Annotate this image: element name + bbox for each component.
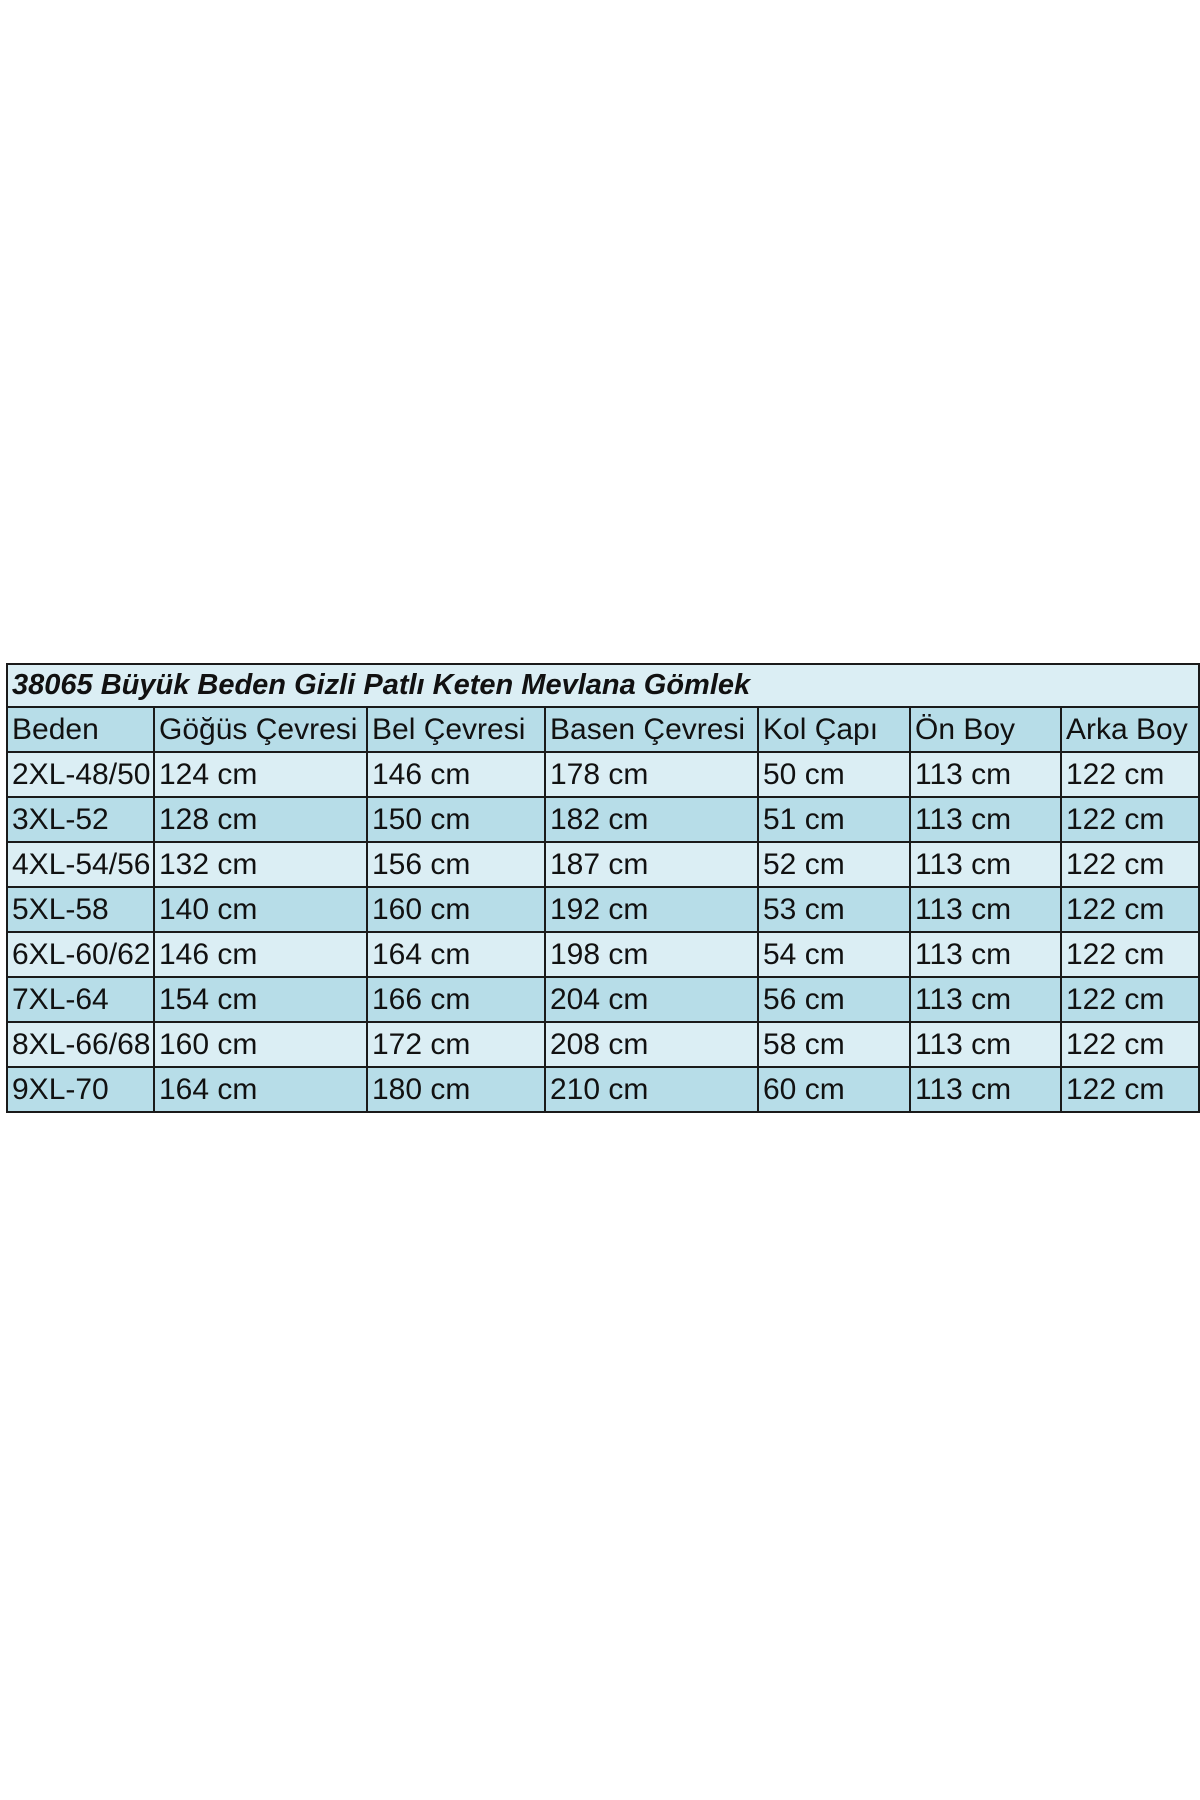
- cell-waist: 150 cm: [367, 797, 545, 842]
- table-row: [7, 797, 1199, 842]
- cell-back-length: 122 cm: [1061, 977, 1199, 1022]
- cell-front-length: 113 cm: [910, 932, 1061, 977]
- cell-hip: 204 cm: [545, 977, 758, 1022]
- header-gogus-cevresi: Göğüs Çevresi: [154, 707, 367, 752]
- table-row: [7, 887, 1199, 932]
- cell-size: 6XL-60/62: [7, 932, 154, 977]
- cell-back-length: 122 cm: [1061, 842, 1199, 887]
- table-row: [7, 932, 1199, 977]
- cell-waist: 146 cm: [367, 752, 545, 797]
- cell-back-length: 122 cm: [1061, 887, 1199, 932]
- cell-hip: 198 cm: [545, 932, 758, 977]
- cell-sleeve: 50 cm: [758, 752, 910, 797]
- cell-hip: 192 cm: [545, 887, 758, 932]
- header-on-boy: Ön Boy: [910, 707, 1061, 752]
- cell-size: 8XL-66/68: [7, 1022, 154, 1067]
- cell-front-length: 113 cm: [910, 1022, 1061, 1067]
- cell-size: 4XL-54/56: [7, 842, 154, 887]
- size-table: [6, 663, 1200, 1113]
- table-row: [7, 752, 1199, 797]
- header-bel-cevresi: Bel Çevresi: [367, 707, 545, 752]
- cell-chest: 128 cm: [154, 797, 367, 842]
- cell-hip: 178 cm: [545, 752, 758, 797]
- cell-front-length: 113 cm: [910, 887, 1061, 932]
- cell-back-length: 122 cm: [1061, 1067, 1199, 1112]
- table-title: 38065 Büyük Beden Gizli Patlı Keten Mevlana Gömlek: [7, 664, 1199, 707]
- cell-front-length: 113 cm: [910, 977, 1061, 1022]
- cell-sleeve: 52 cm: [758, 842, 910, 887]
- size-chart: [6, 663, 1198, 1113]
- cell-chest: 132 cm: [154, 842, 367, 887]
- cell-hip: 208 cm: [545, 1022, 758, 1067]
- cell-hip: 187 cm: [545, 842, 758, 887]
- cell-back-length: 122 cm: [1061, 752, 1199, 797]
- cell-back-length: 122 cm: [1061, 1022, 1199, 1067]
- cell-size: 7XL-64: [7, 977, 154, 1022]
- cell-size: 2XL-48/50: [7, 752, 154, 797]
- cell-waist: 180 cm: [367, 1067, 545, 1112]
- cell-sleeve: 60 cm: [758, 1067, 910, 1112]
- header-basen-cevresi: Basen Çevresi: [545, 707, 758, 752]
- cell-front-length: 113 cm: [910, 752, 1061, 797]
- cell-sleeve: 51 cm: [758, 797, 910, 842]
- cell-size: 5XL-58: [7, 887, 154, 932]
- cell-back-length: 122 cm: [1061, 797, 1199, 842]
- cell-waist: 156 cm: [367, 842, 545, 887]
- cell-waist: 164 cm: [367, 932, 545, 977]
- cell-size: 3XL-52: [7, 797, 154, 842]
- cell-chest: 154 cm: [154, 977, 367, 1022]
- cell-chest: 164 cm: [154, 1067, 367, 1112]
- cell-waist: 172 cm: [367, 1022, 545, 1067]
- header-arka-boy: Arka Boy: [1061, 707, 1199, 752]
- cell-sleeve: 58 cm: [758, 1022, 910, 1067]
- table-row: [7, 977, 1199, 1022]
- header-beden: Beden: [7, 707, 154, 752]
- cell-hip: 210 cm: [545, 1067, 758, 1112]
- title-row: [7, 664, 1199, 707]
- cell-front-length: 113 cm: [910, 797, 1061, 842]
- header-row: [7, 707, 1199, 752]
- cell-sleeve: 54 cm: [758, 932, 910, 977]
- cell-size: 9XL-70: [7, 1067, 154, 1112]
- cell-hip: 182 cm: [545, 797, 758, 842]
- cell-waist: 166 cm: [367, 977, 545, 1022]
- cell-sleeve: 53 cm: [758, 887, 910, 932]
- cell-back-length: 122 cm: [1061, 932, 1199, 977]
- header-kol-capi: Kol Çapı: [758, 707, 910, 752]
- cell-chest: 146 cm: [154, 932, 367, 977]
- cell-chest: 140 cm: [154, 887, 367, 932]
- table-row: [7, 1022, 1199, 1067]
- cell-front-length: 113 cm: [910, 1067, 1061, 1112]
- cell-chest: 124 cm: [154, 752, 367, 797]
- cell-front-length: 113 cm: [910, 842, 1061, 887]
- table-row: [7, 1067, 1199, 1112]
- cell-sleeve: 56 cm: [758, 977, 910, 1022]
- table-row: [7, 842, 1199, 887]
- cell-chest: 160 cm: [154, 1022, 367, 1067]
- cell-waist: 160 cm: [367, 887, 545, 932]
